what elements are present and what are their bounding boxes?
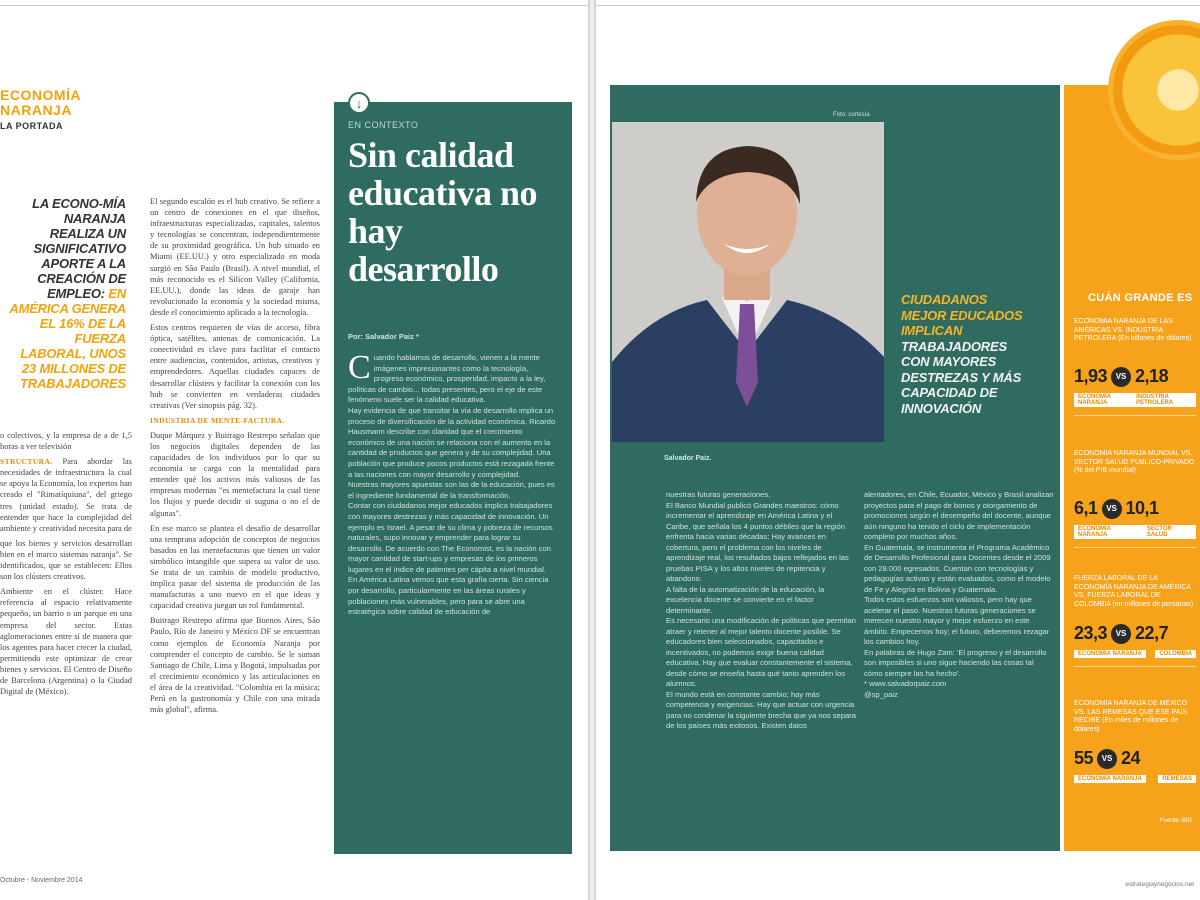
stat-left-value: 1,93 — [1074, 366, 1108, 386]
paragraph: Nuestras mayores apuestas son las de la educación, pues es el ingrediente fundamental de la transformación. — [348, 480, 555, 500]
paragraph: Todos estos esfuerzos son valiosos, pero hay que acelerar el paso. Nuestras futuras generaciones se merecen nuestro mayor y mejor esfuerzo en este ámbito. Empecemos hoy; el futuro, deberemos rezagar los cambios hoy. — [864, 595, 1050, 646]
stat-divider — [1074, 666, 1196, 667]
stat-left-value: 23,3 — [1074, 623, 1108, 643]
vs-badge: VS — [1102, 499, 1122, 519]
author-handle[interactable]: @sp_paiz — [864, 689, 898, 699]
stat-label: ECONOMÍA NARANJA DE LAS AMÉRICAS VS. INDUSTRIA PETROLERA (En billones de dólares) — [1074, 318, 1192, 342]
photo-credit: Foto: cortesía — [833, 112, 870, 118]
sidebar-body — [348, 353, 558, 823]
right-page — [596, 0, 1200, 900]
vs-badge: VS — [1097, 749, 1117, 769]
pull-quote-dark: LA ECONO-MÍA NARANJA REALIZA UN SIGNIFICATIVO APORTE A LA CREACIÓN DE EMPLEO: — [32, 196, 126, 301]
stat-block — [1074, 450, 1196, 548]
sidebar-byline: Por: Salvador Paiz * — [348, 332, 419, 341]
paragraph: En palabras de Hugo Zam: 'El progreso y el desarrollo son imposibles si uno sigue haciendo las cosas tal cómo siempre las ha hecho'. — [864, 647, 1047, 678]
stat-left-tag: ECONOMÍA NARANJA — [1074, 525, 1143, 539]
spine-gutter — [588, 0, 596, 900]
paragraph: o colectivos, y la empresa de a de 1,5 horas a ver televisión — [0, 431, 132, 452]
article-column-b — [150, 196, 320, 856]
page-footer: Octubre - Noviembre 2014 — [0, 877, 83, 884]
stat-right-value: 10,1 — [1125, 498, 1159, 518]
paragraph: En ese marco se plantea el desafío de desarrollar una temprana adopción de conceptos de negocios basados en las mentefacturas que tienen un valor simbólico intangible que supera su valor de uso. Se trata de un cambio de modelo productivo, implica pasar del sistema de producción de las manufacturas a uno nuevo en el que ideas y capacidad creativa juegan un rol fundamental. — [150, 523, 320, 611]
sidebar-column-1 — [666, 490, 856, 840]
paragraph: Hay evidencia de que transitar la vía de desarrollo implica un proceso de diversificación de la actividad económica. Ricardo Hausmann describe con claridad que el crecimiento económico de una nación se relaciona con el aumento en la cantidad de productos que genera y de su complejidad. Una población que produce pocos productos está rezagada frente a las naciones con mayor desarrollo y complejidad. — [348, 405, 556, 479]
stat-block — [1074, 700, 1196, 783]
stat-label: ECONOMÍA NARANJA MUNDIAL VS. SECTOR SALUD PÚBLICO-PRIVADO (% del PIB mundial) — [1074, 450, 1195, 474]
portrait-photo — [612, 122, 884, 442]
stat-right-value: 24 — [1121, 748, 1141, 768]
paragraph: que los bienes y servicios desarrollan bien en el marco sistemas naranja". Se identificados, que se establecen: Ellos son los clústers creativos. — [0, 538, 132, 582]
paragraph: En América Latina vemos que esta grafía cierta. Sin ciencia por desarrollo, particularmente en las áreas rurales y poblaciones más vulnerables, pero para se abre una estratégica sobre calidad de educación de — [348, 575, 549, 617]
drop-cap: C — [348, 353, 371, 386]
vs-badge: VS — [1111, 367, 1131, 387]
section-title-line2: NARANJA — [0, 102, 72, 118]
paragraph: uando hablamos de desarrollo, vienen a la mente imágenes impresionantes como la tecnología, progreso económico, prosperidad, impacto a la ley, políticas de cambio... todas presentes, pero el eje de este fenómeno suele ser la calidad educativa. — [348, 353, 546, 405]
sidebar-kicker: EN CONTEXTO — [348, 120, 419, 130]
stat-divider — [1074, 547, 1196, 548]
subhead: INDUSTRIA DE MENTE-FACTURA. — [150, 415, 285, 425]
stat-block — [1074, 318, 1196, 416]
pull-quote-orange: EN AMÉRICA GENERA EL 16% DE LA FUERZA LABORAL, UNOS 23 MILLONES DE TRABAJADORES — [9, 286, 126, 391]
stat-left-value: 55 — [1074, 748, 1094, 768]
paragraph: El Banco Mundial publicó Grandes maestros: cómo incrementar el aprendizaje en América Latina y el Caribe, que señala los 4 puntos débiles que la región enfrenta hacia varias décadas: Hay avances en cobertura, pero el problema con los niveles de aprendizaje real, los resultados bajos reflejados en las pruebas PISA y los altos niveles de repitencia y abandono. — [666, 500, 849, 583]
section-subtitle: LA PORTADA — [0, 121, 63, 131]
photo-caption: Salvador Paiz. — [664, 455, 712, 462]
top-rule — [596, 5, 1200, 6]
paragraph: alentadores, en Chile, Ecuador, México y Brasil analizan proyectos para el pago de bonos y otorgamiento de promociones según el desempeño del docente, aunque aún ninguno ha tenido el ciclo de implementación completo por muchos años. — [864, 490, 1054, 541]
section-header — [0, 88, 81, 131]
stat-right-tag: REMESAS — [1158, 775, 1196, 783]
paragraph: Duque Márquez y Buitrago Restrepo señalan que los negocios digitales dependen de las capacidades de los individuos por lo que su economía se carga con la mentalidad para entender qué los activos más valiosos de las empresas modernas "es mentefactura la cual tiene los flujos y puede decidir si suguna o no el de algunas". — [150, 430, 320, 518]
paragraph: Contar con ciudadanos mejor educados implica trabajadores con mayores destrezas y más capacidad de innovación. Un ejemplo es Israel. A pesar de su clima y pobreza de recursos naturales, supo innovar y emprender para lograr su desarrollo. De acuerdo con The Economist, es la nación con mayor cantidad de start-ups y empresas de los primeros lugares en el índice de patentes per cápita a nivel mundial. — [348, 501, 553, 574]
vs-badge: VS — [1111, 624, 1131, 644]
article-column-a — [0, 430, 132, 855]
stat-right-tag: COLOMBIA — [1155, 650, 1196, 658]
portrait-illustration — [612, 122, 884, 442]
infographic-title: CUÁN GRANDE ES — [1088, 292, 1193, 304]
arrow-down-icon: ↓ — [348, 92, 370, 114]
paragraph: El mundo está en constante cambio; hay más competencia y exigencias. Hay que actuar con urgencia para no condenar la siguiente brecha que ya nos separa de los países más exitosos. Existen datos — [666, 689, 856, 730]
stat-divider — [1074, 415, 1196, 416]
stat-label: ECONOMÍA NARANJA DE MÉXICO VS. LAS REMESAS QUE ESE PAÍS RECIBE (En miles de millones de dólares) — [1074, 700, 1188, 733]
pull-quote-2-white: TRABAJADORES CON MAYORES DESTREZAS Y MÁS CAPACIDAD DE INNOVACIÓN — [901, 338, 1022, 416]
context-sidebar — [334, 102, 572, 854]
stat-right-value: 2,18 — [1135, 366, 1169, 386]
paragraph: Ambiente en el clúster. Hace referencia al espacio relativamente pequeño, un barrio o un parque en una empresa del sector. Estas aglomeraciones entre sí de manera que los agentes para hacer crecer la ciudad, permitiendo este optimizar de crear bienes y servicios. El Centro de Diseño de Barcelona (Argentina) o la Ciudad Digital de (México). — [0, 587, 132, 697]
stat-right-value: 22,7 — [1135, 623, 1169, 643]
infographic-source: Fuente: BID — [1159, 818, 1192, 824]
stat-right-tag: INDUSTRIA PETROLERA — [1132, 393, 1196, 407]
left-page — [0, 0, 588, 900]
stat-left-tag: ECONOMÍA NARANJA — [1074, 393, 1132, 407]
paragraph: Es necesario una modificación de políticas que permitan atraer y retener al mejor talento docente posible. Se educadores bien seleccionados, capacitados e incentivados, no podemos exigir buena calidad educativa. Hay que evaluar constantemente el sistema, desde cómo se enseña hasta qué tanto aprenden los alumnos. — [666, 616, 856, 688]
paragraph: Estos centros requieren de vías de acceso, fibra óptica, satélites, antenas de comunicación. La conectividad es clave para facilitar el contacto entre audiencias, contenidos, artistas, creativos y emprendedores. Aquellas ciudades capaces de desarrollar clústers y facilitar la conexión con los hub se convierten en verdaderas ciudades creativas (Ver sinopsis pág. 32). — [150, 323, 320, 410]
section-title-line1: ECONOMÍA — [0, 87, 81, 103]
paragraph: En Guatemala, se instrumenta el Programa Académico de Desarrollo Profesional para Docentes desde el 2009 con 28.000 egresados. Cuentan con tecnologías y pedagogías activas y están evaluados, como el modelo de Fe y Alegría en Bolivia y Guatemala. — [864, 542, 1051, 594]
page-footer[interactable]: estrategiaynegocios.net — [1125, 881, 1194, 888]
pull-quote-2 — [901, 292, 1031, 416]
subhead: STRUCTURA. — [0, 457, 53, 467]
author-website[interactable]: * www.salvadorpaiz.com — [864, 679, 947, 688]
paragraph: Para abordar las necesidades de infraestructura la cual se apoya la Economía, los expertos han creado el "Rimatíquiuna", del griego tres (unidad estado). Se trata de entender que hace la complejidad del ambiente y creatividad necesita para de — [0, 457, 132, 533]
stat-right-tag: SECTOR SALUD — [1143, 525, 1196, 539]
sidebar-column-2 — [864, 490, 1054, 840]
stat-block — [1074, 575, 1196, 667]
sidebar-title: Sin calidad educativa no hay desarrollo — [348, 135, 538, 289]
pull-quote-2-orange: CIUDADANOS MEJOR EDUCADOS IMPLICAN — [901, 292, 1023, 338]
stat-left-value: 6,1 — [1074, 498, 1098, 518]
paragraph: El segundo escalón es el hub creativo. Se refiere a un centro de conexiones en el que diseños, infraestructuras especializadas, capitales, talentos y tecnologías se concentran, independientemente de su proximidad geográfica. Un hub situado en Miami (EE.UU.) y otro especializado en moda surgió en São Paulo (Brasil). A nivel mundial, el más reconocido es el Silicon Valley (California, EE.UU.), donde las ideas de garaje han revolucionado la economía y la sociedad misma, desde el conocimiento aplicado a la tecnología. — [150, 197, 320, 317]
paragraph: A falta de la automatización de la educación, la excelencia docente se convierte en el factor determinante. — [666, 584, 825, 615]
stat-left-tag: ECONOMÍA NARANJA — [1074, 775, 1146, 783]
stat-label: FUERZA LABORAL DE LA ECONOMÍA NARANJA DE AMÉRICA VS. FUERZA LABORAL DE COLOMBIA (en millones de personas) — [1074, 575, 1194, 608]
pull-quote — [8, 196, 126, 391]
stat-left-tag: ECONOMÍA NARANJA — [1074, 650, 1146, 658]
paragraph: Buitrago Restrepo afirma que Buenos Aires, São Paulo, Río de Janeiro y México DF se encuentran como ejemplos de Economía Naranja por comprender el concepto de cambio. Se le suman Santiago de Chile, Lima y Bogotá, impulsadas por el crecimiento económico y las articulaciones en el área de la creatividad. "Colombia en la música; Perú en la gastronomía y Chile con una mirada más global", afirma. — [150, 616, 320, 715]
paragraph: nuestras futuras generaciones. — [666, 490, 771, 499]
top-rule — [0, 5, 588, 6]
